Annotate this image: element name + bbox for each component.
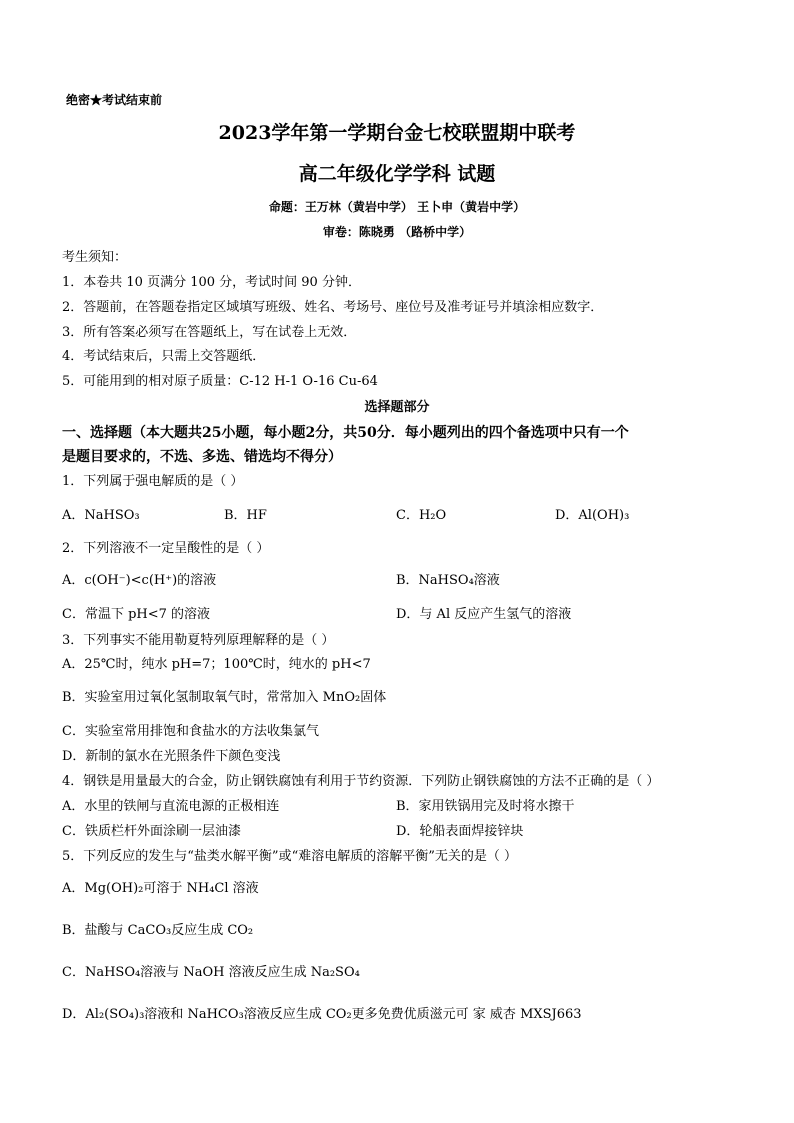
question-3-option-b: B．实验室用过氧化氢制取氧气时，常常加入 MnO₂固体	[62, 690, 387, 705]
section-heading-line1: 一、选择题（本大题共25小题，每小题2分，共50分．每小题列出的四个备选项中只有一个	[62, 425, 629, 441]
notice-item: 5．可能用到的相对原子质量：C-12 H-1 O-16 Cu-64	[62, 374, 378, 389]
question-3-stem: 3．下列事实不能用勒夏特列原理解释的是（ ）	[62, 633, 335, 648]
question-5-option-c: C．NaHSO₄溶液与 NaOH 溶液反应生成 Na₂SO₄	[62, 965, 360, 980]
section-title: 选择题部分	[364, 400, 430, 415]
notice-item: 3．所有答案必须写在答题纸上，写在试卷上无效．	[62, 325, 357, 340]
question-2-option-d: D．与 Al 反应产生氢气的溶液	[396, 607, 572, 622]
question-4-option-a: A．水里的铁闸与直流电源的正极相连	[62, 799, 280, 814]
section-heading-line2: 是题目要求的，不选、多选、错选均不得分）	[62, 449, 342, 465]
question-1-option-d: D．Al(OH)₃	[555, 508, 630, 523]
question-3-option-a: A．25℃时，纯水 pH=7；100℃时，纯水的 pH<7	[62, 657, 371, 672]
question-5-stem: 5．下列反应的发生与“盐类水解平衡”或“难溶电解质的溶解平衡”无关的是（ ）	[62, 849, 517, 864]
question-2-stem: 2．下列溶液不一定呈酸性的是（ ）	[62, 541, 270, 556]
question-4-option-b: B．家用铁锅用完及时将水擦干	[396, 799, 575, 814]
notice-item: 4．考试结束后，只需上交答题纸．	[62, 349, 266, 364]
exam-title: 2023学年第一学期台金七校联盟期中联考	[218, 122, 576, 144]
question-3-option-d: D．新制的氯水在光照条件下颜色变浅	[62, 749, 281, 764]
question-4-option-d: D．轮船表面焊接锌块	[396, 824, 524, 839]
question-2-option-c: C．常温下 pH<7 的溶液	[62, 607, 211, 622]
question-4-stem: 4．钢铁是用量最大的合金，防止钢铁腐蚀有利用于节约资源．下列防止钢铁腐蚀的方法不正确的是（ ）	[62, 774, 660, 789]
question-2-option-b: B．NaHSO₄溶液	[396, 573, 500, 588]
question-5-option-a: A．Mg(OH)₂可溶于 NH₄Cl 溶液	[62, 881, 259, 896]
question-1-option-a: A．NaHSO₃	[62, 508, 140, 523]
question-1-stem: 1．下列属于强电解质的是（ ）	[62, 474, 244, 489]
question-3-option-c: C．实验室常用排饱和食盐水的方法收集氯气	[62, 724, 319, 739]
notice-item: 1．本卷共 10 页满分 100 分，考试时间 90 分钟．	[62, 275, 361, 290]
question-5-option-b: B．盐酸与 CaCO₃反应生成 CO₂	[62, 923, 254, 938]
question-5-option-d: D．Al₂(SO₄)₃溶液和 NaHCO₃溶液反应生成 CO₂更多免费优质滋元可 家 威杏 MXSJ663	[62, 1007, 582, 1022]
secret-label: 绝密★考试结束前	[66, 93, 163, 107]
question-1-option-b: B．HF	[224, 508, 267, 523]
exam-subtitle: 高二年级化学学科 试题	[298, 163, 496, 185]
question-4-option-c: C．铁质栏杆外面涂刷一层油漆	[62, 824, 241, 839]
authors-line: 命题：王万林（黄岩中学） 王卜申（黄岩中学）	[268, 200, 526, 214]
notice-heading: 考生须知：	[62, 250, 128, 265]
reviewer-line: 审卷：陈晓勇 （路桥中学）	[322, 225, 472, 239]
notice-item: 2．答题前，在答题卷指定区域填写班级、姓名、考场号、座位号及准考证号并填涂相应数字．	[62, 300, 604, 315]
question-2-option-a: A．c(OH⁻)<c(H⁺)的溶液	[62, 573, 217, 588]
question-1-option-c: C．H₂O	[396, 508, 447, 523]
